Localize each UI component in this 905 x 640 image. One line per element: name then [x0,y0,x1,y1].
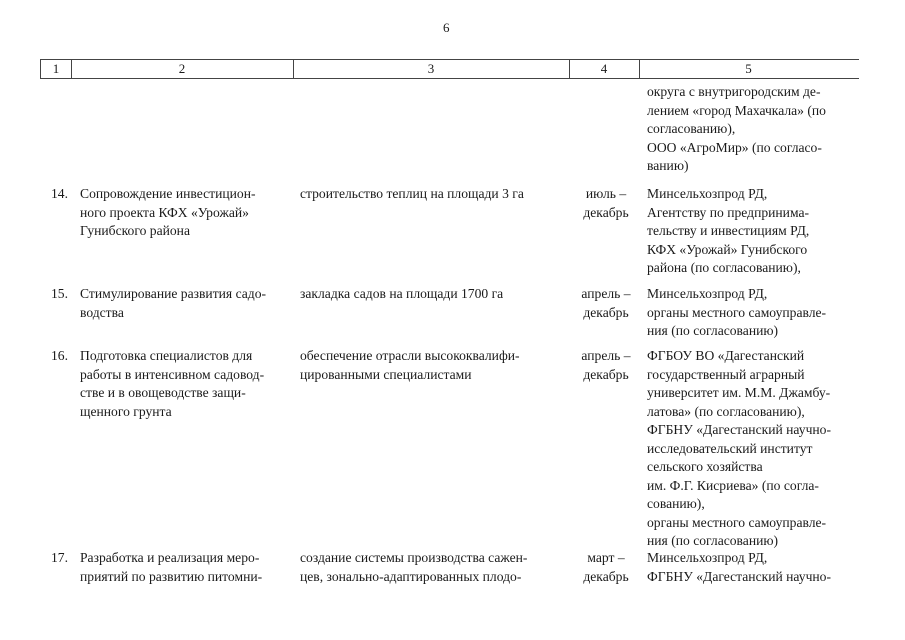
text-line: ФГБНУ «Дагестанский научно- [647,568,831,584]
row-activity [80,347,292,421]
row-responsible [647,347,857,551]
text-line: Минсельхозпрод РД, [647,186,768,201]
text-line: ООО «АгроМир» (по согласо- [647,139,822,155]
text-line: обеспечение отрасли высококвалифи- [300,348,520,363]
text-line: декабрь [583,366,629,382]
text-line: цев, зонально-адаптированных плодо- [300,568,522,584]
text-line: Гунибского района [80,223,190,238]
text-line: щенного грунта [80,403,172,419]
text-line: согласованию), [647,121,736,136]
header-col-4: 4 [569,60,640,78]
text-line: ного проекта КФХ «Урожай» [80,204,249,220]
header-col-3: 3 [293,60,570,78]
row-period [572,185,640,222]
text-line: ФГБНУ «Дагестанский научно- [647,422,831,437]
row-result [300,185,570,204]
text-line: цированными специалистами [300,366,472,382]
text-line: стве и в овощеводстве защи- [80,385,246,400]
row-activity [80,549,292,586]
text-line: Подготовка специалистов для [80,348,253,363]
text-line: декабрь [583,204,629,220]
text-line: июль – [585,186,627,201]
text-line: органы местного самоуправле- [647,514,827,530]
text-line: сованию), [647,496,705,511]
row-result [300,285,570,304]
text-line: лением «город Махачкала» (по [647,102,826,118]
text-line: тельству и инвестициям РД, [647,223,810,238]
continuation-col5 [647,83,857,176]
text-line: органы местного самоуправле- [647,304,827,320]
row-responsible [647,285,857,341]
text-line: строительство теплиц на площади 3 га [300,186,524,201]
text-line: государственный аграрный [647,366,805,382]
row-period [572,347,640,384]
row-result [300,347,570,384]
header-col-5: 5 [745,61,752,76]
text-line: Агентству по предпринима- [647,204,810,220]
text-line: апрель – [581,286,631,301]
text-line: ФГБОУ ВО «Дагестанский [647,348,805,363]
text-line: КФХ «Урожай» Гунибского [647,241,808,257]
text-line: декабрь [583,568,629,584]
row-activity [80,285,292,322]
text-line: района (по согласованию), [647,260,801,275]
page-number: 6 [443,20,450,35]
row-number: 16. [51,348,68,363]
text-line: апрель – [581,348,631,363]
row-period [572,549,640,586]
text-line: ния (по согласованию) [647,323,779,338]
text-line: приятий по развитию питомни- [80,568,263,584]
text-line: округа с внутригородским де- [647,84,821,99]
row-activity [80,185,292,241]
table-header [40,59,859,79]
text-line: университет им. М.М. Джамбу- [647,385,831,400]
row-period [572,285,640,322]
text-line: закладка садов на площади 1700 га [300,286,504,301]
text-line: Разработка и реализация меро- [80,550,260,565]
row-responsible [647,549,857,586]
text-line: водства [80,304,124,320]
text-line: работы в интенсивном садовод- [80,366,265,382]
text-line: сельского хозяйства [647,459,763,474]
text-line: создание системы производства сажен- [300,550,528,565]
row-responsible [647,185,857,278]
header-col-1: 1 [41,60,72,78]
text-line: Стимулирование развития садо- [80,286,267,301]
text-line: Минсельхозпрод РД, [647,550,768,565]
text-line: ванию) [647,158,689,173]
text-line: латова» (по согласованию), [647,403,805,419]
row-number: 14. [51,186,68,201]
row-number: 15. [51,286,68,301]
text-line: им. Ф.Г. Кисриева» (по согла- [647,477,819,493]
header-col-2: 2 [71,60,294,78]
text-line: исследовательский институт [647,440,813,456]
row-number: 17. [51,550,68,565]
text-line: Сопровождение инвестицион- [80,186,256,201]
text-line: декабрь [583,304,629,320]
text-line: март – [587,550,625,565]
text-line: ния (по согласованию) [647,533,779,548]
row-result [300,549,570,586]
text-line: Минсельхозпрод РД, [647,286,768,301]
